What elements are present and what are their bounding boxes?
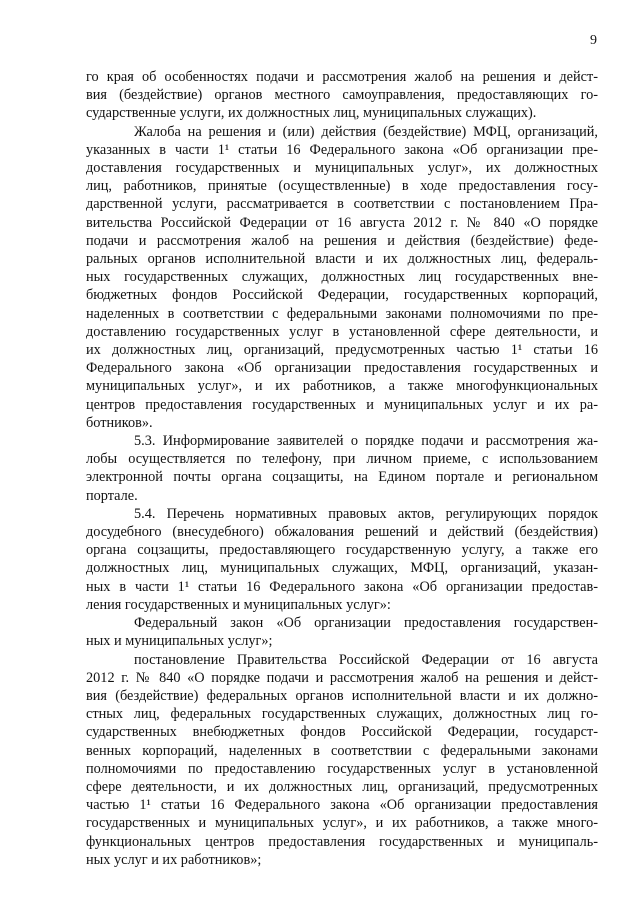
- paragraph: [86, 68, 598, 123]
- text-line: государственных и муниципальных услуг», и их работников, а также много-: [86, 815, 598, 832]
- paragraph: [86, 432, 598, 505]
- text-line: частью 1¹ статьи 16 Федерального закона «Об организации предоставления: [86, 797, 598, 814]
- text-line: 5.4. Перечень нормативных правовых актов, регулирующих порядок: [134, 505, 598, 522]
- text-line: Федерального закона «Об организации предоставления государственных и: [86, 360, 598, 377]
- text-line: ральных органов исполнительной власти и их должностных лиц, федераль-: [86, 251, 598, 268]
- text-line: Федеральный закон «Об организации предоставления государствен-: [134, 615, 598, 632]
- text-line: венных корпораций, наделенных в соответствии с федеральными законами: [86, 742, 598, 759]
- text-line: 5.3. Информирование заявителей о порядке подачи и рассмотрения жа-: [134, 433, 598, 450]
- text-line: го края об особенностях подачи и рассмотрения жалоб на решения и дейст-: [86, 69, 598, 85]
- paragraph: [86, 123, 598, 432]
- text-line: ных государственных служащих, должностных лиц государственных вне-: [86, 269, 598, 286]
- text-line: портале.: [86, 487, 138, 504]
- text-line: подачи и рассмотрения жалоб на решения и действия (бездействие) феде-: [86, 232, 598, 249]
- text-line: электронной почты органа соцзащиты, на Едином портале и региональном: [86, 469, 598, 486]
- text-line: доставления государственных и муниципальных услуг», их должностных: [86, 160, 598, 177]
- paragraph: [86, 614, 598, 650]
- text-line: функциональных центров предоставления государственных и муниципаль-: [86, 833, 598, 850]
- text-line: доставлению государственных услуг в установленной сфере деятельности, и: [86, 323, 598, 340]
- text-line: вия (бездействие) органов местного самоуправления, предоставляющих го-: [86, 87, 598, 104]
- document-body: [86, 68, 598, 869]
- paragraph-list: [86, 68, 598, 869]
- text-line: должностных лиц, муниципальных служащих, МФЦ, организаций, указан-: [86, 560, 598, 577]
- text-line: указанных в части 1¹ статьи 16 Федерального закона «Об организации пре-: [86, 141, 598, 158]
- text-line: полномочиями по предоставлению государственных услуг в установленной: [86, 760, 598, 777]
- text-line: стных лиц, федеральных государственных служащих, должностных лиц го-: [86, 706, 598, 723]
- text-line: ных услуг и их работников»;: [86, 851, 262, 868]
- text-line: их должностных лиц, организаций, предусмотренных частью 1¹ статьи 16: [86, 342, 598, 359]
- text-line: ления государственных и муниципальных услуг»:: [86, 596, 391, 613]
- text-line: вительства Российской Федерации от 16 августа 2012 г. № 840 «О порядке: [86, 214, 598, 231]
- text-line: центров предоставления государственных и муниципальных услуг и их ра-: [86, 396, 598, 413]
- text-line: сфере деятельности, и их должностных лиц, организаций, предусмотренных: [86, 778, 598, 795]
- text-line: Жалоба на решения и (или) действия (бездействие) МФЦ, организаций,: [134, 123, 598, 140]
- text-line: 2012 г. № 840 «О порядке подачи и рассмотрения жалоб на решения и дейст-: [86, 669, 598, 686]
- text-line: ных и муниципальных услуг»;: [86, 633, 273, 650]
- text-line: сударственных внебюджетных фондов Российской Федерации, государст-: [86, 724, 598, 741]
- text-line: наделенных в соответствии с федеральными законами полномочиями по пре-: [86, 305, 598, 322]
- page-number: 9: [590, 33, 597, 48]
- text-line: дарственной услуги, рассматривается в соответствии с постановлением Пра-: [86, 196, 598, 213]
- text-line: ботников».: [86, 414, 153, 431]
- text-line: досудебного (внесудебного) обжалования решений и действий (бездействия): [86, 524, 598, 541]
- text-line: муниципальных услуг», и их работников, а также многофункциональных: [86, 378, 598, 395]
- text-line: вия (бездействие) федеральных органов исполнительной власти и их должно-: [86, 687, 598, 704]
- text-line: постановление Правительства Российской Федерации от 16 августа: [134, 651, 598, 668]
- text-line: бюджетных фондов Российской Федерации, государственных корпораций,: [86, 287, 598, 304]
- text-line: органа соцзащиты, предоставляющего государственную услугу, а также его: [86, 542, 598, 559]
- text-line: лобы осуществляется по телефону, при личном приеме, с использованием: [86, 451, 598, 468]
- text-line: лиц, работников, принятые (осуществленные) в ходе предоставления госу-: [86, 178, 598, 195]
- paragraph: [86, 505, 598, 614]
- text-line: сударственные услуги, их должностных лиц, муниципальных служащих).: [86, 105, 537, 122]
- text-line: ных в части 1¹ статьи 16 Федерального закона «Об организации предостав-: [86, 578, 598, 595]
- paragraph: [86, 651, 598, 869]
